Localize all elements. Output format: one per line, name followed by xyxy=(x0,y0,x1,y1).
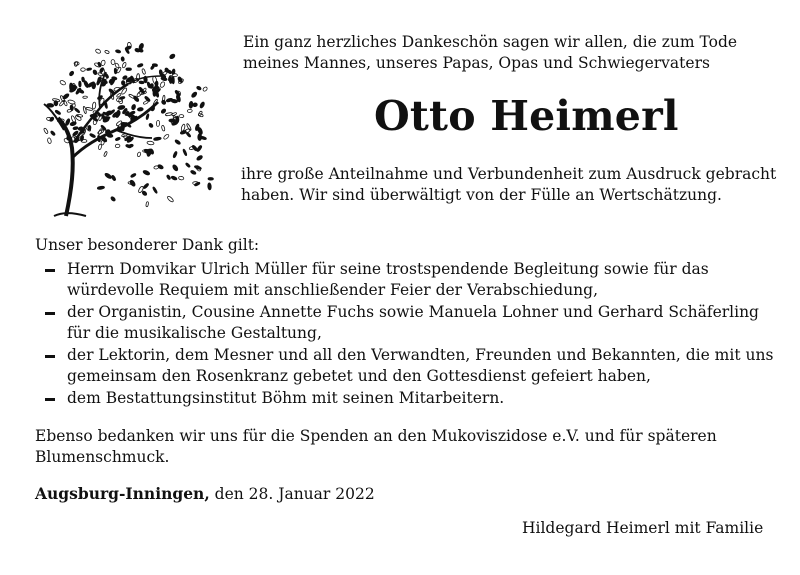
leaf-icon xyxy=(143,183,149,189)
leaf-icon xyxy=(79,81,82,87)
leaf-icon xyxy=(208,183,212,190)
leaf-icon xyxy=(92,102,96,109)
date: den 28. Januar 2022 xyxy=(214,485,375,503)
leaf-icon xyxy=(164,67,169,73)
leaf-icon xyxy=(161,108,167,114)
leaf-icon xyxy=(86,107,93,111)
place-date-line xyxy=(35,484,375,503)
leaf-icon xyxy=(174,139,181,145)
donation-line-2: Blumenschmuck. xyxy=(35,448,170,466)
leaf-icon xyxy=(148,123,153,128)
leaf-icon xyxy=(47,138,52,144)
leaf-icon xyxy=(126,68,132,71)
leaf-icon xyxy=(97,186,105,190)
leaf-icon xyxy=(114,68,117,74)
leaf-icon xyxy=(171,176,178,181)
leaf-icon xyxy=(178,176,184,180)
donation-line-1: Ebenso bedanken wir uns für die Spenden an den Mukoviszidose e.V. und für späteren xyxy=(35,427,717,445)
leaf-icon xyxy=(100,60,105,66)
leaf-icon xyxy=(59,80,66,86)
leaf-icon xyxy=(89,133,96,138)
leaf-icon xyxy=(92,69,97,75)
list-item-line: würdevolle Requiem mit anschließender Feier der Verabschiedung, xyxy=(67,281,599,299)
windblown-tree-icon xyxy=(28,38,228,218)
leaf-icon xyxy=(198,134,202,141)
leaf-icon xyxy=(98,144,102,150)
special-thanks-heading: Unser besonderer Dank gilt: xyxy=(35,236,260,254)
thanks-line-2: haben. Wir sind überwältigt von der Fülle an Wertschätzung. xyxy=(241,186,722,204)
list-item-line: der Organistin, Cousine Annette Fuchs sowie Manuela Lohner und Gerhard Schäferling xyxy=(67,303,759,321)
list-item xyxy=(40,302,780,344)
leaf-icon xyxy=(99,67,104,73)
leaf-icon xyxy=(81,68,86,72)
leaf-icon xyxy=(50,130,55,136)
leaf-icon xyxy=(179,115,184,118)
leaf-icon xyxy=(152,187,157,194)
leaf-icon xyxy=(88,125,91,130)
list-item xyxy=(40,388,780,409)
list-item-line: dem Bestattungsinstitut Böhm mit seinen Mitarbeitern. xyxy=(67,389,505,407)
leaf-icon xyxy=(95,48,101,54)
leaf-icon xyxy=(131,104,136,110)
deceased-name: Otto Heimerl xyxy=(374,92,679,140)
leaf-icon xyxy=(115,137,121,141)
thanks-line-1: ihre große Anteilnahme und Verbundenheit zum Ausdruck gebracht xyxy=(241,165,777,183)
leaf-icon xyxy=(152,76,157,84)
leaf-icon xyxy=(192,102,197,107)
leaf-icon xyxy=(137,63,143,67)
list-item-line: der Lektorin, dem Mesner und all den Verwandten, Freunden und Bekannten, die mit uns xyxy=(67,346,774,364)
leaf-icon xyxy=(173,151,178,158)
leaf-icon xyxy=(185,162,190,167)
intro-text xyxy=(243,32,763,74)
leaf-icon xyxy=(129,179,136,187)
dash-bullet-icon xyxy=(45,269,55,272)
donation-text xyxy=(35,426,775,468)
leaf-icon xyxy=(137,152,141,157)
dash-bullet-icon xyxy=(45,355,55,358)
leaf-icon xyxy=(152,63,158,66)
list-item-line: gemeinsam den Rosenkranz gebetet und den Gottesdienst gefeiert haben, xyxy=(67,367,651,385)
leaf-icon xyxy=(146,114,150,120)
leaf-icon xyxy=(62,93,70,100)
leaf-icon xyxy=(139,81,144,84)
leaf-icon xyxy=(161,125,165,131)
leaf-icon xyxy=(52,98,60,102)
list-item-line: für die musikalische Gestaltung, xyxy=(67,324,322,342)
leaf-icon xyxy=(167,196,174,203)
leaf-icon xyxy=(196,86,201,91)
leaf-icon xyxy=(114,63,119,69)
leaf-icon xyxy=(104,172,112,179)
leaf-icon xyxy=(169,53,176,59)
leaf-icon xyxy=(43,128,48,134)
leaf-icon xyxy=(159,81,165,88)
special-thanks-list xyxy=(40,259,780,410)
leaf-icon xyxy=(191,91,198,98)
dash-bullet-icon xyxy=(45,398,55,401)
list-item xyxy=(40,345,780,387)
intro-line-1: Ein ganz herzliches Dankeschön sagen wir allen, die zum Tode xyxy=(243,33,738,51)
leaf-icon xyxy=(153,137,161,141)
leaf-icon xyxy=(55,110,61,116)
leaf-icon xyxy=(190,170,196,175)
leaf-icon xyxy=(130,111,136,115)
leaf-icon xyxy=(146,202,149,207)
leaf-icon xyxy=(142,68,146,74)
leaf-icon xyxy=(104,50,109,54)
signature: Hildegard Heimerl mit Familie xyxy=(522,519,764,537)
place: Augsburg-Inningen, xyxy=(35,484,210,503)
leaf-icon xyxy=(147,141,154,145)
leaf-icon xyxy=(143,100,149,105)
leaf-icon xyxy=(202,86,208,92)
leaf-icon xyxy=(196,155,203,161)
leaf-icon xyxy=(70,105,74,111)
leaf-icon xyxy=(83,106,87,114)
leaf-icon xyxy=(157,164,164,170)
leaf-icon xyxy=(111,175,116,181)
leaf-icon xyxy=(86,68,91,71)
leaf-icon xyxy=(128,94,135,100)
leaf-icon xyxy=(83,96,88,98)
leaf-icon xyxy=(122,62,127,68)
thanks-text xyxy=(241,164,781,206)
leaf-icon xyxy=(73,126,78,130)
leaf-icon xyxy=(156,120,160,126)
leaf-icon xyxy=(110,196,116,202)
leaf-icon xyxy=(111,59,116,65)
leaf-icon xyxy=(208,177,213,180)
leaf-icon xyxy=(182,149,187,156)
leaf-icon xyxy=(194,182,200,187)
leaf-icon xyxy=(98,128,103,135)
leaf-icon xyxy=(103,151,107,157)
leaf-icon xyxy=(163,134,170,140)
leaf-icon xyxy=(187,109,192,112)
leaf-icon xyxy=(115,144,120,148)
leaf-icon xyxy=(169,119,175,123)
leaf-icon xyxy=(199,101,205,108)
list-item-line: Herrn Domvikar Ulrich Müller für seine trostspendende Begleitung sowie für das xyxy=(67,260,709,278)
leaf-icon xyxy=(142,170,150,176)
leaf-icon xyxy=(98,72,104,76)
leaf-icon xyxy=(130,173,136,178)
leaf-icon xyxy=(115,49,121,53)
list-item xyxy=(40,259,780,301)
leaf-icon xyxy=(165,112,172,116)
leaf-icon xyxy=(69,70,75,76)
leaf-icon xyxy=(121,57,125,62)
leaf-icon xyxy=(74,108,80,114)
leaf-icon xyxy=(137,107,143,111)
leaf-icon xyxy=(161,99,167,105)
leaf-icon xyxy=(142,190,148,196)
leaf-icon xyxy=(166,174,171,179)
dash-bullet-icon xyxy=(45,312,55,315)
intro-line-2: meines Mannes, unseres Papas, Opas und Schwiegervaters xyxy=(243,54,710,72)
leaf-icon xyxy=(172,164,179,172)
